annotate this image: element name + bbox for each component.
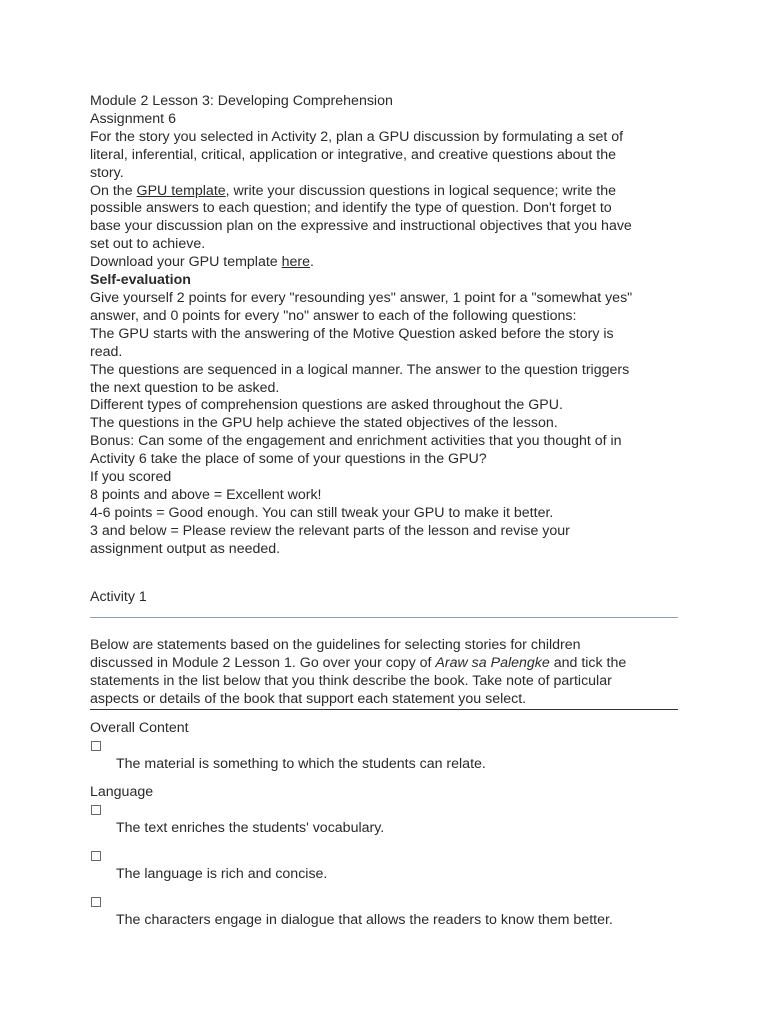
checkbox[interactable] xyxy=(91,805,101,815)
self-evaluation-line: Activity 6 take the place of some of your questions in the GPU? xyxy=(90,451,487,468)
activity-description-line: Below are statements based on the guidelines for selecting stories for children xyxy=(90,637,581,654)
document-page xyxy=(90,93,678,929)
self-evaluation-line: The questions in the GPU help achieve the stated objectives of the lesson. xyxy=(90,415,558,432)
book-title: Araw sa Palengke xyxy=(435,655,550,672)
spacer xyxy=(90,883,678,893)
activity-description-line: statements in the list below that you think describe the book. Take note of particular xyxy=(90,673,612,690)
checklist-item xyxy=(90,847,678,883)
self-evaluation-line: The questions are sequenced in a logical manner. The answer to the question triggers xyxy=(90,361,630,378)
checklist-item-label: The material is something to which the students can relate. xyxy=(116,756,486,773)
checklist-item-label: The language is rich and concise. xyxy=(116,866,328,883)
assignment-intro-line: For the story you selected in Activity 2, plan a GPU discussion by formulating a set of xyxy=(90,128,624,145)
download-suffix: . xyxy=(310,254,314,271)
self-evaluation-line: read. xyxy=(90,343,123,360)
checklist-item xyxy=(90,737,678,773)
template-instruction-line: base your discussion plan on the expressive and instructional objectives that you have xyxy=(90,218,632,235)
checkbox[interactable] xyxy=(91,741,101,751)
assignment-intro-line: story. xyxy=(90,164,124,181)
spacer xyxy=(90,837,678,847)
checklist-item-label: The text enriches the students' vocabulary. xyxy=(116,820,385,837)
self-evaluation-line: Different types of comprehension questions are asked throughout the GPU. xyxy=(90,397,563,414)
template-instruction-line: possible answers to each question; and identify the type of question. Don't forget to xyxy=(90,200,612,217)
desc-suffix: and tick the xyxy=(549,655,627,672)
self-evaluation-line: If you scored xyxy=(90,469,172,486)
self-evaluation-line: 3 and below = Please review the relevant parts of the lesson and revise your xyxy=(90,522,570,539)
desc-prefix: discussed in Module 2 Lesson 1. Go over your copy of xyxy=(90,655,436,672)
template-suffix: , write your discussion questions in logical sequence; write the xyxy=(225,182,617,199)
self-evaluation-line: Give yourself 2 points for every "resounding yes" answer, 1 point for a "somewhat yes" xyxy=(90,289,633,306)
self-evaluation-line: 8 points and above = Excellent work! xyxy=(90,486,322,503)
assignment-intro-line: literal, inferential, critical, application or integrative, and creative questions about the xyxy=(90,146,617,163)
checklist-item xyxy=(90,801,678,837)
download-prefix: Download your GPU template xyxy=(90,254,282,271)
assignment-title: Assignment 6 xyxy=(90,110,176,127)
spacer xyxy=(90,559,678,589)
module-title: Module 2 Lesson 3: Developing Comprehension xyxy=(90,93,393,109)
template-prefix: On the xyxy=(90,182,137,199)
self-evaluation-heading: Self-evaluation xyxy=(90,272,191,289)
spacer xyxy=(90,773,678,783)
self-evaluation-line: 4-6 points = Good enough. You can still tweak your GPU to make it better. xyxy=(90,504,554,521)
checklist-item xyxy=(90,893,678,929)
self-evaluation-line: Bonus: Can some of the engagement and enrichment activities that you thought of in xyxy=(90,433,622,450)
spacer xyxy=(90,710,678,719)
self-evaluation-line: The GPU starts with the answering of the Motive Question asked before the story is xyxy=(90,325,614,342)
activity-description-line: aspects or details of the book that support each statement you select. xyxy=(90,691,527,708)
download-here-link[interactable]: here xyxy=(281,254,311,271)
template-instruction-line: set out to achieve. xyxy=(90,236,206,253)
download-line xyxy=(90,254,678,272)
template-instruction-line xyxy=(90,183,678,201)
gpu-template-link[interactable]: GPU template xyxy=(136,182,226,199)
self-evaluation-line: assignment output as needed. xyxy=(90,540,281,557)
spacer xyxy=(90,618,678,637)
section-label-language: Language xyxy=(90,784,154,801)
checklist-item-label: The characters engage in dialogue that allows the readers to know them better. xyxy=(116,912,613,929)
self-evaluation-line: answer, and 0 points for every "no" answer to each of the following questions: xyxy=(90,307,577,324)
checkbox[interactable] xyxy=(91,851,101,861)
checkbox[interactable] xyxy=(91,897,101,907)
activity-description-line xyxy=(90,655,678,673)
spacer xyxy=(90,606,678,617)
self-evaluation-line: the next question to be asked. xyxy=(90,379,280,396)
activity-title: Activity 1 xyxy=(90,588,147,605)
section-label-overall-content: Overall Content xyxy=(90,720,189,737)
